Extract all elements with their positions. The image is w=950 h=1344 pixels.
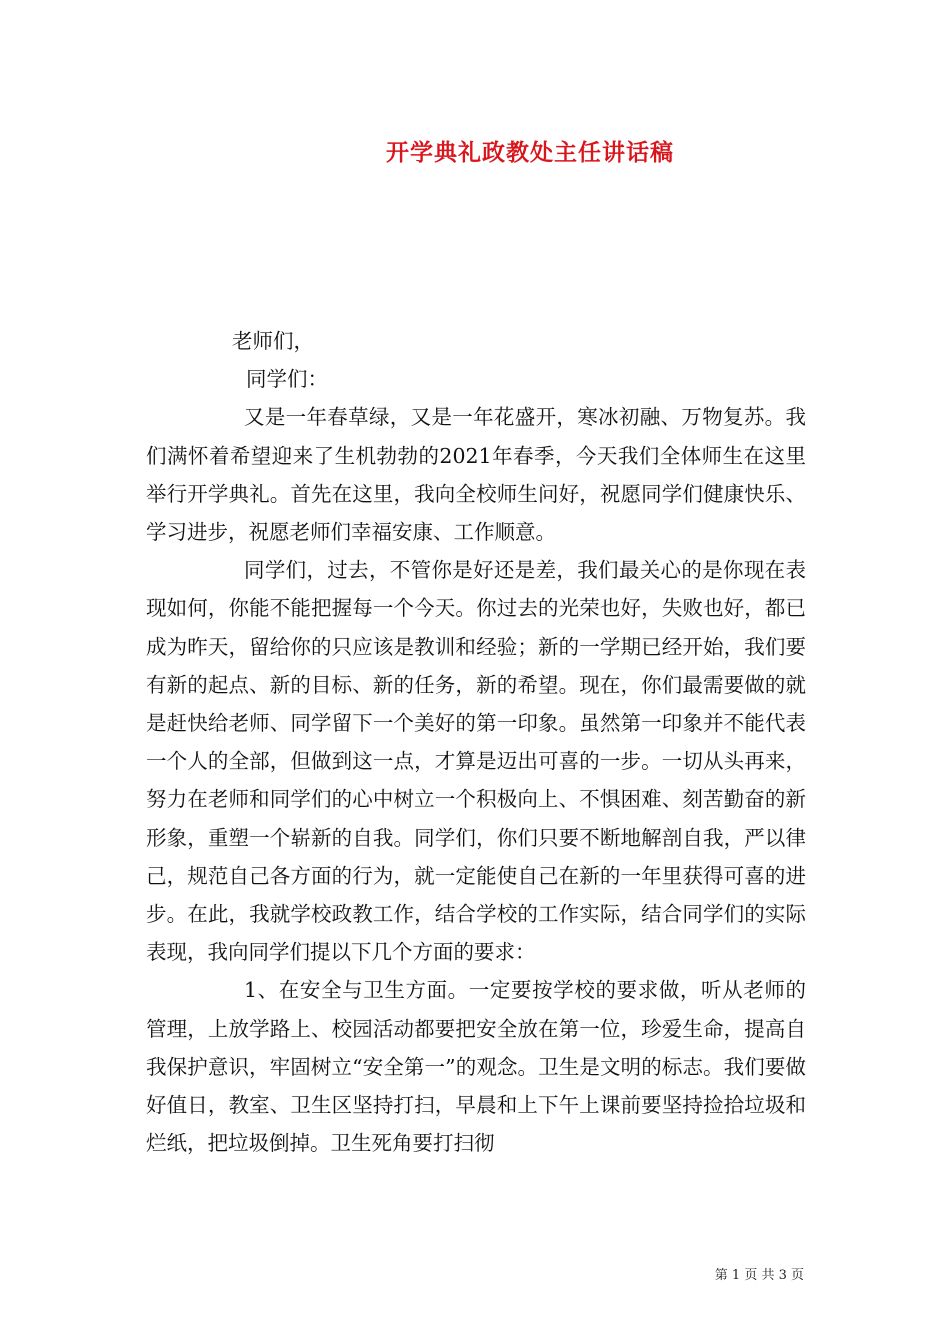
greeting-students: 同学们： [246,367,328,392]
document-body [146,322,806,1162]
document-title: 开学典礼政教处主任讲话稿 [386,139,674,166]
paragraph-safety-hygiene: 1、在安全与卫生方面。一定要按学校的要求做，听从老师的管理，上放学路上、校园活动都要把安全放在第一位，珍爱生命，提高自我保护意识，牢固树立“安全第一”的观念。卫生是文明的标志。我们要做好值日，教室、卫生区坚持打扫，早晨和上下午上课前要坚持捡拾垃圾和烂纸，把垃圾倒掉。卫生死角要打扫彻 [146,978,806,1156]
greeting-teachers: 老师们， [232,329,314,353]
paragraph-new-semester: 同学们，过去，不管你是好还是差，我们最关心的是你现在表现如何，你能不能把握每一个今天。你过去的光荣也好，失败也好，都已成为昨天，留给你的只应该是教训和经验；新的一学期已经开始，我们要有新的起点、新的目标、新的任务，新的希望。现在，你们最需要做的就是赶快给老师、同学留下一个美好的第一印象。虽然第一印象并不能代表一个人的全部，但做到这一点，才算是迈出可喜的一步。一切从头再来，努力在老师和同学们的心中树立一个积极向上、不惧困难、刻苦勤奋的新形象，重塑一个崭新的自我。同学们，你们只要不断地解剖自我，严以律己，规范自己各方面的行为，就一定能使自己在新的一年里获得可喜的进步。在此，我就学校政教工作，结合学校的工作实际，结合同学们的实际表现，我向同学们提以下几个方面的要求： [146,558,806,965]
paragraph-opening: 又是一年春草绿，又是一年花盛开，寒冰初融、万物复苏。我们满怀着希望迎来了生机勃勃的2021年春季，今天我们全体师生在这里举行开学典礼。首先在这里，我向全校师生问好，祝愿同学们健康快乐、学习进步，祝愿老师们幸福安康、工作顺意。 [146,405,806,545]
page-number: 第 1 页 共 3 页 [714,1268,804,1283]
